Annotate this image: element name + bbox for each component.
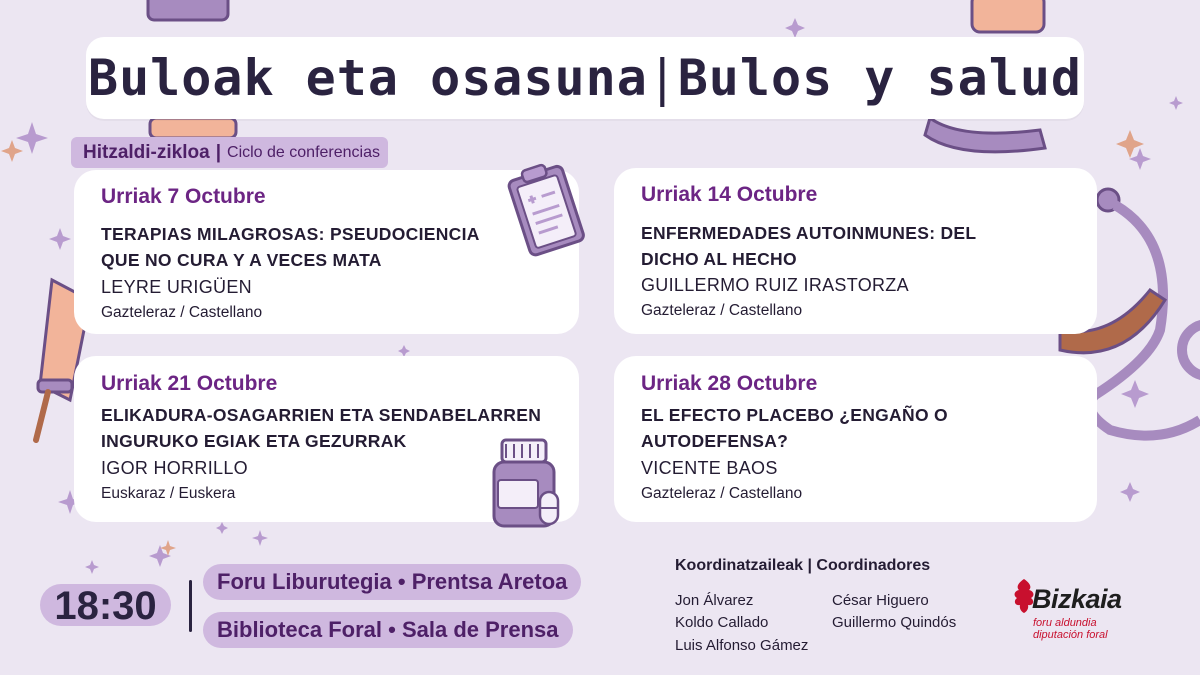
talk-title-line: EL EFECTO PLACEBO ¿ENGAÑO O [641, 405, 948, 425]
talk-title-line: TERAPIAS MILAGROSAS: PSEUDOCIENCIA [101, 224, 480, 244]
talk-title-line: INGURUKO EGIAK ETA GEZURRAK [101, 431, 407, 451]
pill-bottle-icon [488, 432, 568, 532]
talk-card [614, 168, 1097, 334]
talk-language: Gazteleraz / Castellano [101, 304, 263, 321]
logo-subtitle-es: diputación foral [1033, 629, 1108, 641]
talk-title-line: ELIKADURA-OSAGARRIEN ETA SENDABELARREN [101, 405, 542, 425]
talk-date: Urriak 7 Octubre [101, 185, 266, 208]
talk-language: Gazteleraz / Castellano [641, 485, 803, 502]
title-basque: Buloak eta osasuna [87, 49, 648, 107]
venue-basque: Foru Liburutegia • Prentsa Aretoa [203, 564, 581, 600]
logo-subtitle-eu: foru aldundia [1033, 617, 1097, 629]
cycle-separator: | [215, 141, 222, 163]
title-banner [86, 37, 1084, 119]
title-spanish: Bulos y salud [677, 49, 1083, 107]
coordinators-heading: Koordinatzaileak | Coordinadores [675, 557, 931, 574]
cycle-label-eu: Hitzaldi-zikloa [83, 141, 210, 163]
cycle-tag [71, 137, 388, 168]
coordinator-name: César Higuero [832, 592, 929, 609]
logo-wordmark: Bizkaia [1032, 584, 1122, 614]
talk-title [641, 402, 948, 454]
talk-language: Gazteleraz / Castellano [641, 302, 803, 319]
talk-speaker: GUILLERMO RUIZ IRASTORZA [641, 275, 909, 295]
event-time: 18:30 [40, 584, 171, 626]
talk-title [101, 402, 541, 454]
page-title [88, 49, 1082, 107]
talk-title [101, 221, 480, 273]
talk-language: Euskaraz / Euskera [101, 485, 236, 502]
talk-date: Urriak 14 Octubre [641, 183, 818, 206]
coordinator-name: Luis Alfonso Gámez [675, 637, 809, 654]
title-separator: | [653, 49, 672, 107]
talk-date: Urriak 28 Octubre [641, 372, 818, 395]
clipboard-icon [500, 160, 590, 260]
cycle-label-es: Ciclo de conferencias [227, 143, 380, 161]
coordinator-name: Koldo Callado [675, 614, 769, 631]
talk-title [641, 220, 976, 272]
talk-title-line: QUE NO CURA Y A VECES MATA [101, 250, 382, 270]
coordinator-name: Guillermo Quindós [832, 614, 957, 631]
talk-speaker: LEYRE URIGÜEN [101, 277, 252, 297]
talk-date: Urriak 21 Octubre [101, 372, 278, 395]
talk-title-line: AUTODEFENSA? [641, 431, 789, 451]
talk-card [614, 356, 1097, 522]
talk-speaker: VICENTE BAOS [641, 458, 778, 478]
coordinator-name: Jon Álvarez [675, 592, 754, 609]
divider [189, 580, 192, 632]
talk-title-line: ENFERMEDADES AUTOINMUNES: DEL [641, 223, 977, 243]
talk-title-line: DICHO AL HECHO [641, 249, 797, 269]
talk-speaker: IGOR HORRILLO [101, 458, 248, 478]
venue-spanish: Biblioteca Foral • Sala de Prensa [203, 612, 573, 648]
